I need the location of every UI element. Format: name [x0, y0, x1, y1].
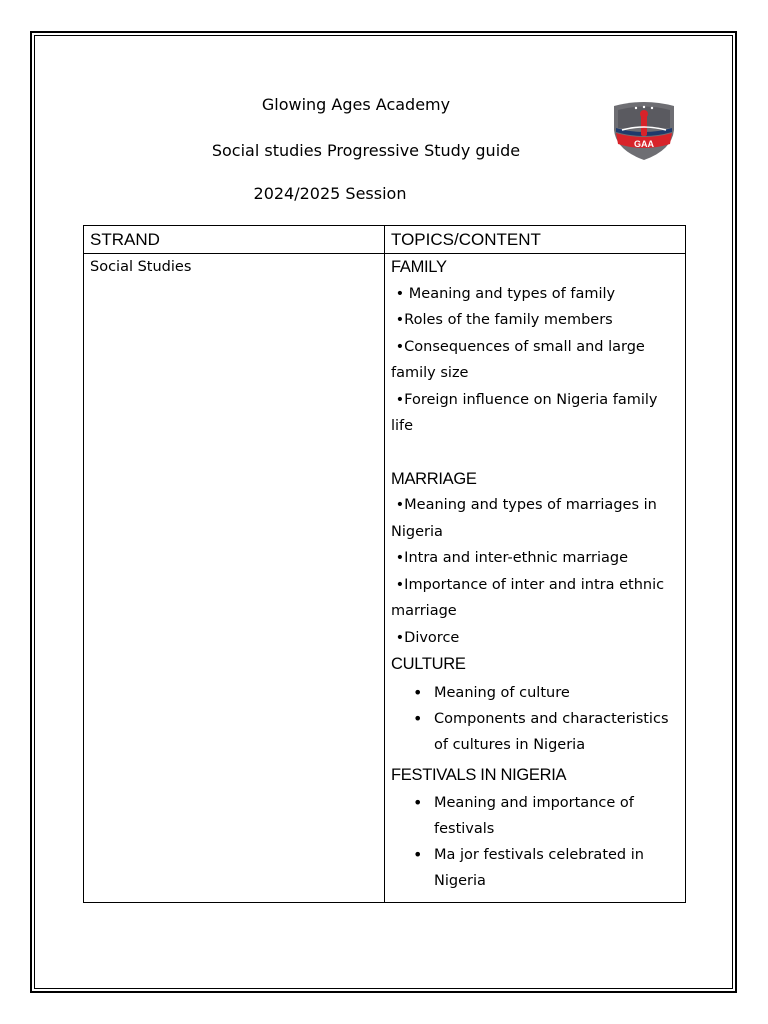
list-item: •Roles of the family members	[391, 312, 613, 328]
strand-cell: Social Studies	[84, 254, 385, 903]
column-header-strand: STRAND	[84, 226, 385, 254]
list-item: •Divorce	[391, 629, 460, 646]
list-item: • Meaning and importance of festivals	[391, 790, 679, 842]
spacer	[391, 440, 679, 466]
study-guide-table	[83, 225, 686, 903]
section-title: MARRIAGE	[391, 469, 477, 488]
section-marriage	[391, 466, 679, 652]
topics-cell	[385, 254, 686, 903]
section-title: CULTURE	[391, 655, 466, 673]
table-row	[84, 254, 686, 903]
table-header-row	[84, 226, 686, 254]
section-title: FAMILY	[391, 258, 447, 276]
column-header-topics: TOPICS/CONTENT	[385, 226, 686, 254]
section-title: FESTIVALS IN NIGERIA	[391, 765, 567, 784]
section-family	[391, 254, 679, 440]
list-item: •Intra and inter-ethnic marriage	[391, 550, 629, 566]
list-item: •Consequences of small and large family size	[391, 338, 650, 381]
session-label: 2024/2025 Session	[253, 184, 407, 203]
school-name: Glowing Ages Academy	[261, 95, 451, 114]
bullet-list	[391, 790, 679, 894]
logo-text: GAA	[634, 139, 654, 149]
list-item: • Components and characteristics of cultures in Nigeria	[391, 706, 679, 758]
section-culture	[391, 651, 679, 758]
guide-title: Social studies Progressive Study guide	[211, 141, 521, 160]
list-item: •Importance of inter and intra ethnic marriage	[391, 576, 669, 619]
bullet-list	[391, 680, 679, 758]
school-logo	[610, 100, 678, 162]
section-festivals	[391, 762, 679, 895]
list-item: •Foreign influence on Nigeria family life	[391, 391, 663, 434]
list-item: • Ma jor festivals celebrated in Nigeria	[391, 842, 679, 894]
list-item: • Meaning of culture	[391, 680, 679, 706]
list-item: •Meaning and types of marriages in Nigeria	[391, 497, 662, 540]
list-item: • Meaning and types of family	[391, 285, 616, 302]
